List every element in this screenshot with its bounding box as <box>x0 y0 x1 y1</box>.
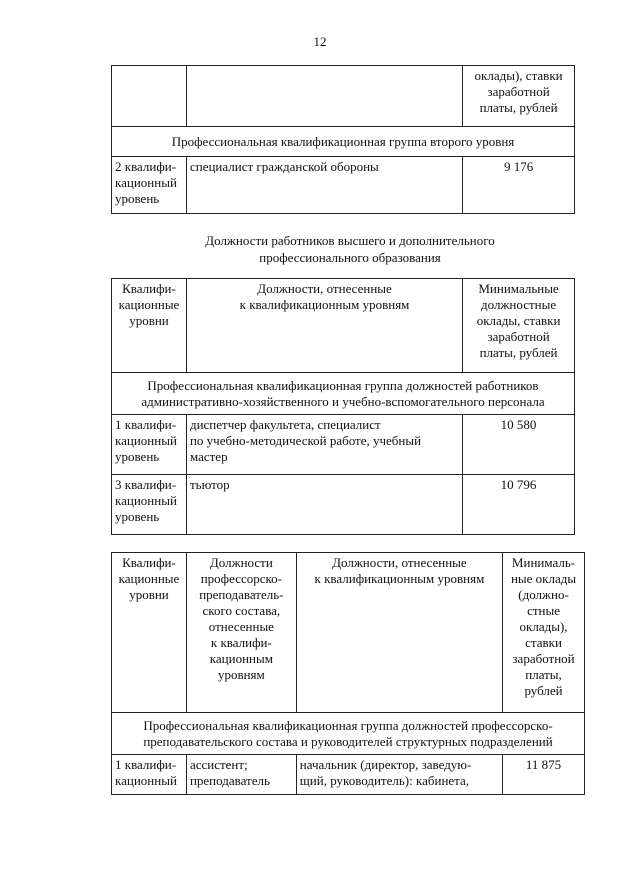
header-line: к квалифи- <box>210 635 272 650</box>
header-line: ского состава, <box>202 603 281 618</box>
header-row <box>112 553 585 713</box>
header-positions <box>296 553 502 713</box>
header-line: Должности, отнесенные <box>332 555 467 570</box>
group-title-line: административно-хозяйственного и учебно-вспомогательного персонала <box>141 393 545 409</box>
header-line: ные оклады <box>510 571 577 586</box>
position-line: тьютор <box>189 477 230 492</box>
level-line: уровень <box>115 449 160 464</box>
level-line: уровень <box>115 191 160 206</box>
level-cell <box>112 475 187 535</box>
table-faculty-staff <box>111 552 585 795</box>
header-salary <box>463 279 575 373</box>
header-line: преподаватель- <box>199 587 284 602</box>
group-title <box>112 373 575 415</box>
position-cell <box>296 755 502 795</box>
header-salary <box>503 553 585 713</box>
salary-cell: 9 176 <box>463 157 575 214</box>
header-line: Минимальные <box>478 281 559 296</box>
position-cell <box>186 66 462 127</box>
level-line: 2 квалифи- <box>115 159 177 174</box>
header-line: Квалифи- <box>122 281 176 296</box>
table-continuation <box>111 65 575 214</box>
header-line: Минималь- <box>511 555 576 570</box>
level-cell <box>112 66 187 127</box>
level-line: 3 квалифи- <box>115 477 177 492</box>
salary-cell: 11 875 <box>503 755 585 795</box>
section-title-line: Должности работников высшего и дополнительного <box>205 233 495 248</box>
header-line: заработной <box>487 329 550 344</box>
group-title: Профессиональная квалификационная группа второго уровня <box>112 127 575 157</box>
group-title <box>112 713 585 755</box>
group-title-line: преподавательского состава и руководителей структурных подразделений <box>143 733 553 749</box>
group-title-row <box>112 373 575 415</box>
table-support-staff <box>111 278 575 535</box>
position-cell <box>186 415 462 475</box>
header-line: ставки <box>525 635 562 650</box>
page-number: 12 <box>313 34 327 49</box>
header-line: Квалифи- <box>122 555 176 570</box>
section-title <box>0 232 640 266</box>
position-cell: специалист гражданской обороны <box>186 157 462 214</box>
faculty-line: ассистент; <box>189 757 248 772</box>
header-line: Должности <box>209 555 273 570</box>
header-level <box>112 279 187 373</box>
position-line: щий, руководитель): кабинета, <box>299 773 470 788</box>
header-line: должностные <box>481 297 557 312</box>
header-line: профессорско- <box>200 571 282 586</box>
position-cell <box>186 475 462 535</box>
table-row <box>112 755 585 795</box>
faculty-line: преподаватель <box>189 773 270 788</box>
header-line: уровни <box>129 313 169 328</box>
section-title-line: профессионального образования <box>259 250 441 265</box>
header-line: оклады), ставки <box>474 68 563 83</box>
group-title-line: Профессиональная квалификационная группа должностей работников <box>147 377 539 393</box>
level-cell <box>112 415 187 475</box>
header-level <box>112 553 187 713</box>
position-line: мастер <box>189 449 228 464</box>
header-line: уровни <box>129 587 169 602</box>
header-line: рублей <box>524 683 563 698</box>
level-line: 1 квалифи- <box>115 757 177 772</box>
salary-header-cell <box>463 66 575 127</box>
header-line: заработной <box>487 84 550 99</box>
header-line: платы, рублей <box>479 100 558 115</box>
header-line: к квалификационным уровням <box>314 571 485 586</box>
salary-cell: 10 580 <box>463 415 575 475</box>
header-line: оклады), <box>519 619 568 634</box>
group-title-row <box>112 713 585 755</box>
level-line: кационный <box>115 773 177 788</box>
table-row <box>112 475 575 535</box>
position-line: начальник (директор, заведую- <box>299 757 472 772</box>
table-row <box>112 157 575 214</box>
table-row <box>112 66 575 127</box>
header-line: отнесенные <box>208 619 274 634</box>
header-line: к квалификационным уровням <box>239 297 410 312</box>
table-row <box>112 415 575 475</box>
header-line: стные <box>527 603 560 618</box>
header-line: заработной <box>512 651 575 666</box>
level-cell <box>112 755 187 795</box>
level-line: кационный <box>115 175 177 190</box>
header-line: уровням <box>217 667 265 682</box>
header-line: платы, рублей <box>479 345 558 360</box>
group-title-line: Профессиональная квалификационная группа должностей профессорско- <box>143 717 553 733</box>
header-line: платы, <box>525 667 562 682</box>
faculty-cell <box>186 755 296 795</box>
position-line: по учебно-методической работе, учебный <box>189 433 422 448</box>
header-line: (должно- <box>518 587 569 602</box>
level-line: уровень <box>115 509 160 524</box>
position-line: диспетчер факультета, специалист <box>189 417 381 432</box>
header-line: кационные <box>118 297 180 312</box>
header-line: кационные <box>118 571 180 586</box>
header-line: кационным <box>209 651 273 666</box>
level-line: кационный <box>115 493 177 508</box>
level-cell <box>112 157 187 214</box>
salary-cell: 10 796 <box>463 475 575 535</box>
header-faculty <box>186 553 296 713</box>
level-line: 1 квалифи- <box>115 417 177 432</box>
header-line: оклады, ставки <box>476 313 561 328</box>
header-row <box>112 279 575 373</box>
level-line: кационный <box>115 433 177 448</box>
header-positions <box>186 279 462 373</box>
group-title-row <box>112 127 575 157</box>
header-line: Должности, отнесенные <box>257 281 392 296</box>
